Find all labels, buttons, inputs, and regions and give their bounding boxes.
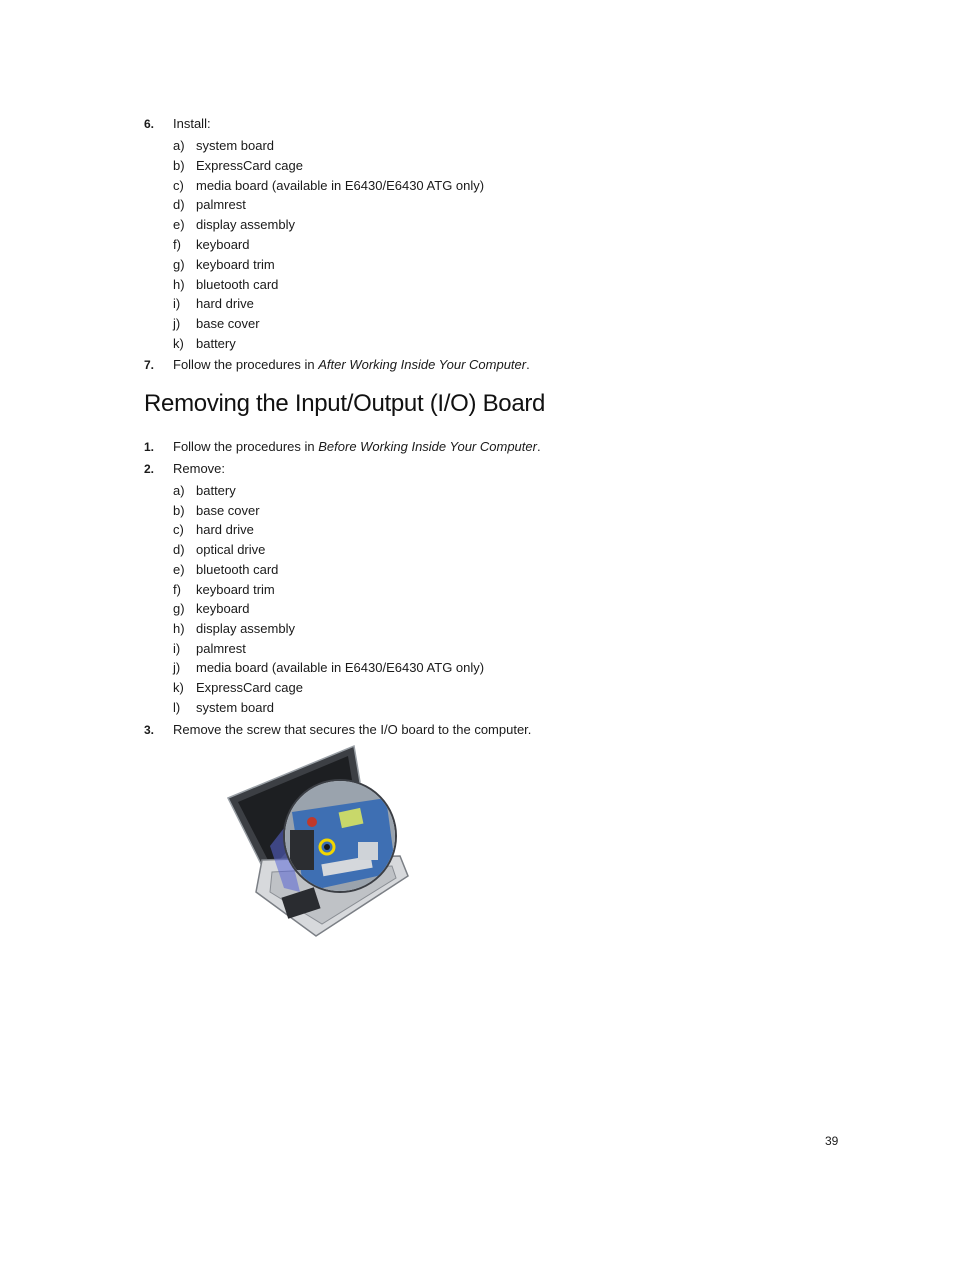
list-item-text: system board	[196, 699, 275, 715]
list-item-letter: d)	[173, 542, 185, 558]
step-number: 3.	[144, 723, 155, 737]
step-text-reference: After Working Inside Your Computer	[318, 357, 527, 372]
page-number: 39	[825, 1134, 839, 1148]
list-item-letter: e)	[173, 561, 185, 577]
list-item-text: battery	[196, 483, 236, 498]
list-item-text: bluetooth card	[196, 276, 279, 292]
list-item-letter: f)	[173, 581, 181, 597]
list-item-letter: f)	[173, 237, 181, 252]
board-component	[358, 842, 378, 860]
screw-icon	[324, 844, 330, 850]
list-item-letter: k)	[173, 336, 184, 351]
step-text-suffix: .	[536, 439, 541, 454]
list-item-text: media board (available in E6430/E6430 ATG only)	[196, 660, 485, 676]
io-board-screw-figure	[172, 742, 412, 938]
list-item-letter: c)	[173, 177, 184, 193]
list-item-letter: c)	[173, 522, 184, 538]
list-item-letter: i)	[173, 640, 181, 656]
list-item-text: keyboard	[196, 601, 250, 617]
list-item-letter: j)	[173, 660, 181, 676]
list-item-letter: g)	[173, 601, 185, 617]
step-text-suffix: .	[526, 357, 530, 372]
step-text	[173, 438, 541, 456]
list-item-text: system board	[196, 138, 275, 153]
list-item-letter: a)	[173, 138, 185, 153]
list-item-text: bluetooth card	[196, 561, 279, 577]
list-item-text: ExpressCard cage	[196, 157, 303, 173]
step-number: 1.	[144, 440, 155, 454]
list-item-letter: h)	[173, 276, 185, 292]
list-item-text: media board (available in E6430/E6430 ATG only)	[196, 177, 485, 193]
list-item-text: palmrest	[196, 640, 246, 656]
list-item-letter: b)	[173, 502, 185, 518]
list-item-text: display assembly	[196, 217, 295, 233]
list-item-letter: l)	[173, 699, 181, 715]
port-connector	[290, 830, 314, 870]
step-text: Remove:	[173, 461, 226, 476]
step-number: 6.	[144, 117, 155, 131]
list-item-letter: d)	[173, 197, 185, 213]
list-item-text: base cover	[196, 502, 260, 518]
list-item-text: display assembly	[196, 620, 295, 636]
list-item-text: hard drive	[196, 296, 254, 312]
list-item-text: keyboard	[196, 237, 250, 252]
step-number: 7.	[144, 358, 155, 372]
list-item-letter: k)	[173, 680, 184, 695]
list-item-text: base cover	[196, 316, 260, 332]
list-item-letter: b)	[173, 157, 185, 173]
step-text-reference: Before Working Inside Your Computer	[318, 439, 537, 454]
list-item-text: ExpressCard cage	[196, 680, 303, 695]
port-ring	[307, 817, 317, 827]
list-item-text: keyboard trim	[196, 256, 275, 272]
list-item-letter: e)	[173, 217, 185, 233]
list-item-letter: h)	[173, 620, 185, 636]
list-item-letter: j)	[173, 316, 181, 332]
list-item-text: optical drive	[196, 542, 266, 558]
laptop-illustration	[172, 742, 412, 938]
list-item-text: hard drive	[196, 522, 254, 538]
list-item-text: palmrest	[196, 197, 246, 213]
step-text: Install:	[173, 116, 211, 131]
list-item-letter: a)	[173, 483, 185, 498]
section-heading: Removing the Input/Output (I/O) Board	[144, 390, 546, 417]
step-text-prefix: Follow the procedures in	[173, 439, 319, 454]
step-text-prefix: Follow the procedures in	[173, 357, 319, 372]
list-item-letter: i)	[173, 296, 181, 312]
list-item-text: battery	[196, 336, 236, 351]
step-number: 2.	[144, 462, 155, 476]
step-text	[173, 356, 530, 374]
step-text: Remove the screw that secures the I/O board to the computer.	[173, 722, 532, 737]
list-item-letter: g)	[173, 256, 185, 272]
list-item-text: keyboard trim	[196, 581, 275, 597]
